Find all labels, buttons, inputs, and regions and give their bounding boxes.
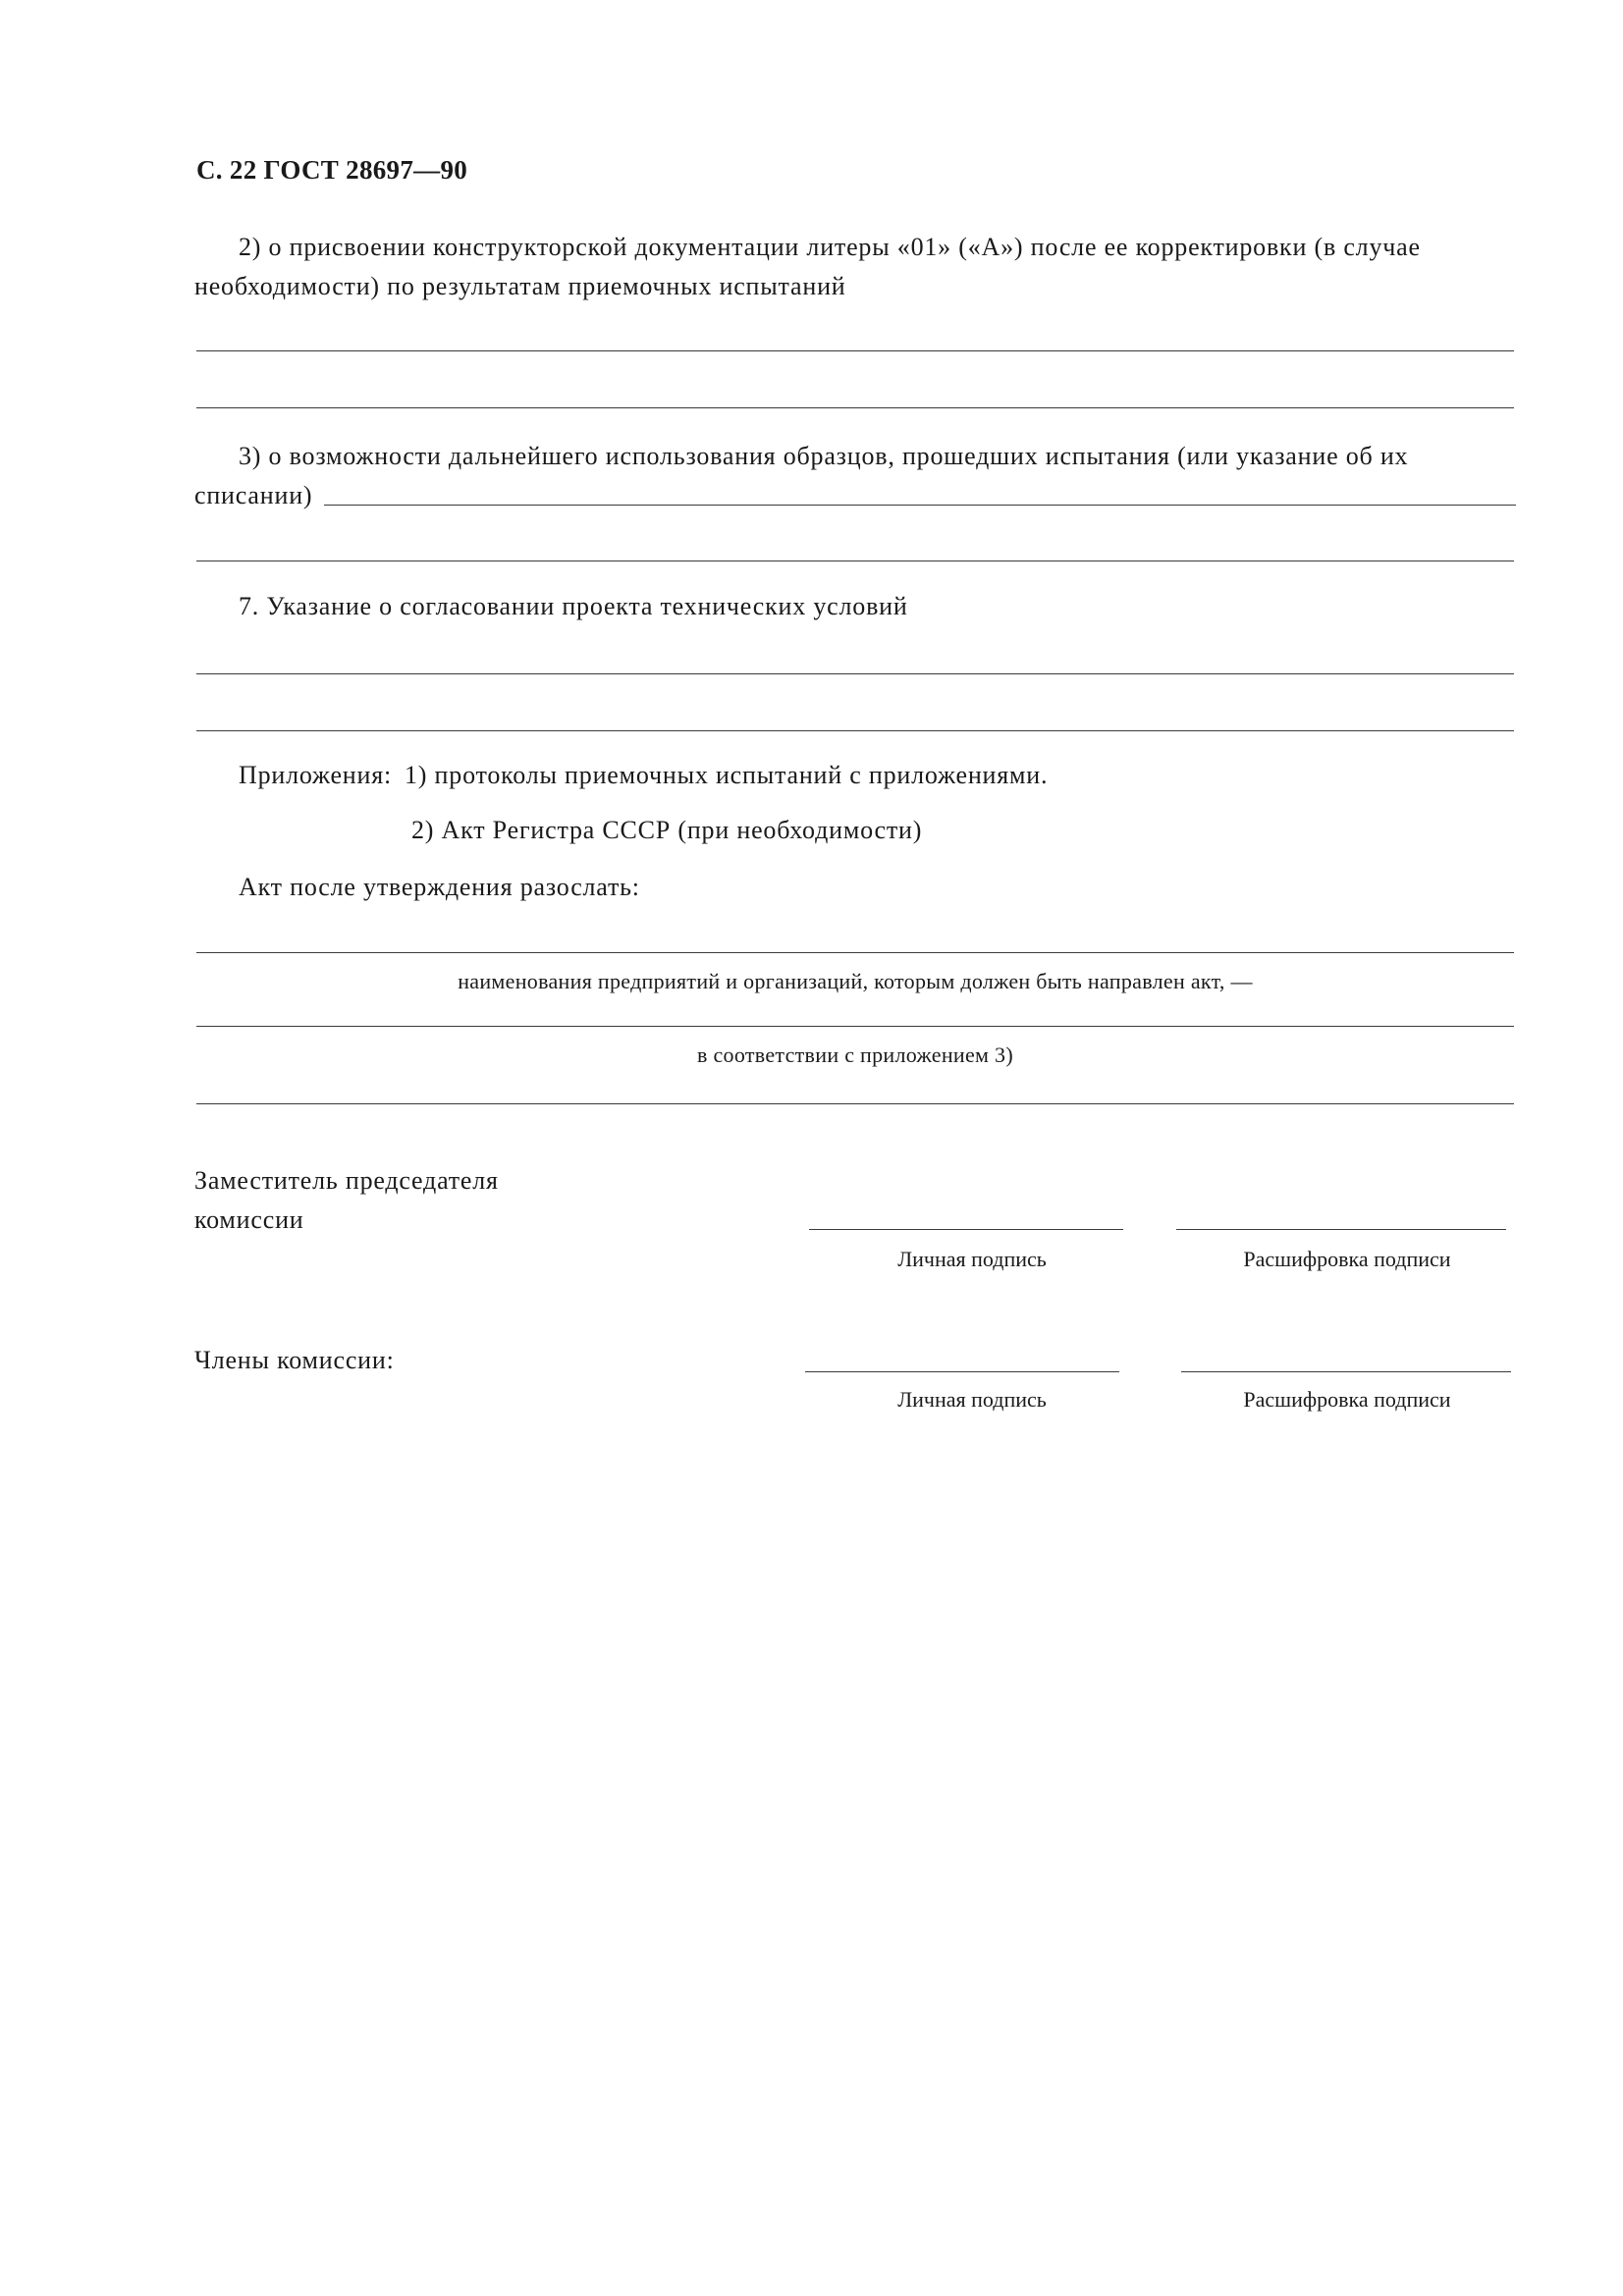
deputy-label-line1: Заместитель председателя [194,1166,499,1195]
fill-line [196,673,1514,674]
appendix-item2: 2) Акт Регистра СССР (при необходимости) [411,816,923,844]
fill-line [196,1103,1514,1104]
item3-line1: 3) о возможности дальнейшего использования образцов, прошедших испытания (или указание об их [239,442,1409,470]
signature-decoding-line [1176,1229,1506,1230]
item7-text: 7. Указание о согласовании проекта технических условий [239,592,908,620]
signature-line [805,1371,1119,1372]
fill-line [196,350,1514,351]
item3-line2: списании) [194,481,313,509]
signature-line [809,1229,1123,1230]
signature-decoding-caption: Расшифровка подписи [1243,1387,1451,1412]
item2-line1: 2) о присвоении конструкторской документации литеры «01» («А») после ее корректировки (в случае [239,233,1421,261]
personal-signature-caption: Личная подпись [897,1387,1047,1412]
fill-line [196,407,1514,408]
fill-line [196,1026,1514,1027]
fill-line [324,505,1516,506]
members-label: Члены комиссии: [194,1346,395,1374]
signature-decoding-caption: Расшифровка подписи [1243,1247,1451,1271]
distribution-caption2: в соответствии с приложением 3) [697,1042,1013,1067]
fill-line [196,730,1514,731]
personal-signature-caption: Личная подпись [897,1247,1047,1271]
page-header: С. 22 ГОСТ 28697—90 [196,155,468,185]
item2-line2: необходимости) по результатам приемочных испытаний [194,272,846,300]
signature-decoding-line [1181,1371,1511,1372]
distribution-caption1: наименования предприятий и организаций, которым должен быть направлен акт, — [458,969,1253,993]
fill-line [196,952,1514,953]
appendix-item1: 1) протоколы приемочных испытаний с приложениями. [405,761,1049,789]
appendices-label: Приложения: [239,761,392,789]
distribution-label: Акт после утверждения разослать: [239,873,640,901]
deputy-label-line2: комиссии [194,1205,304,1234]
